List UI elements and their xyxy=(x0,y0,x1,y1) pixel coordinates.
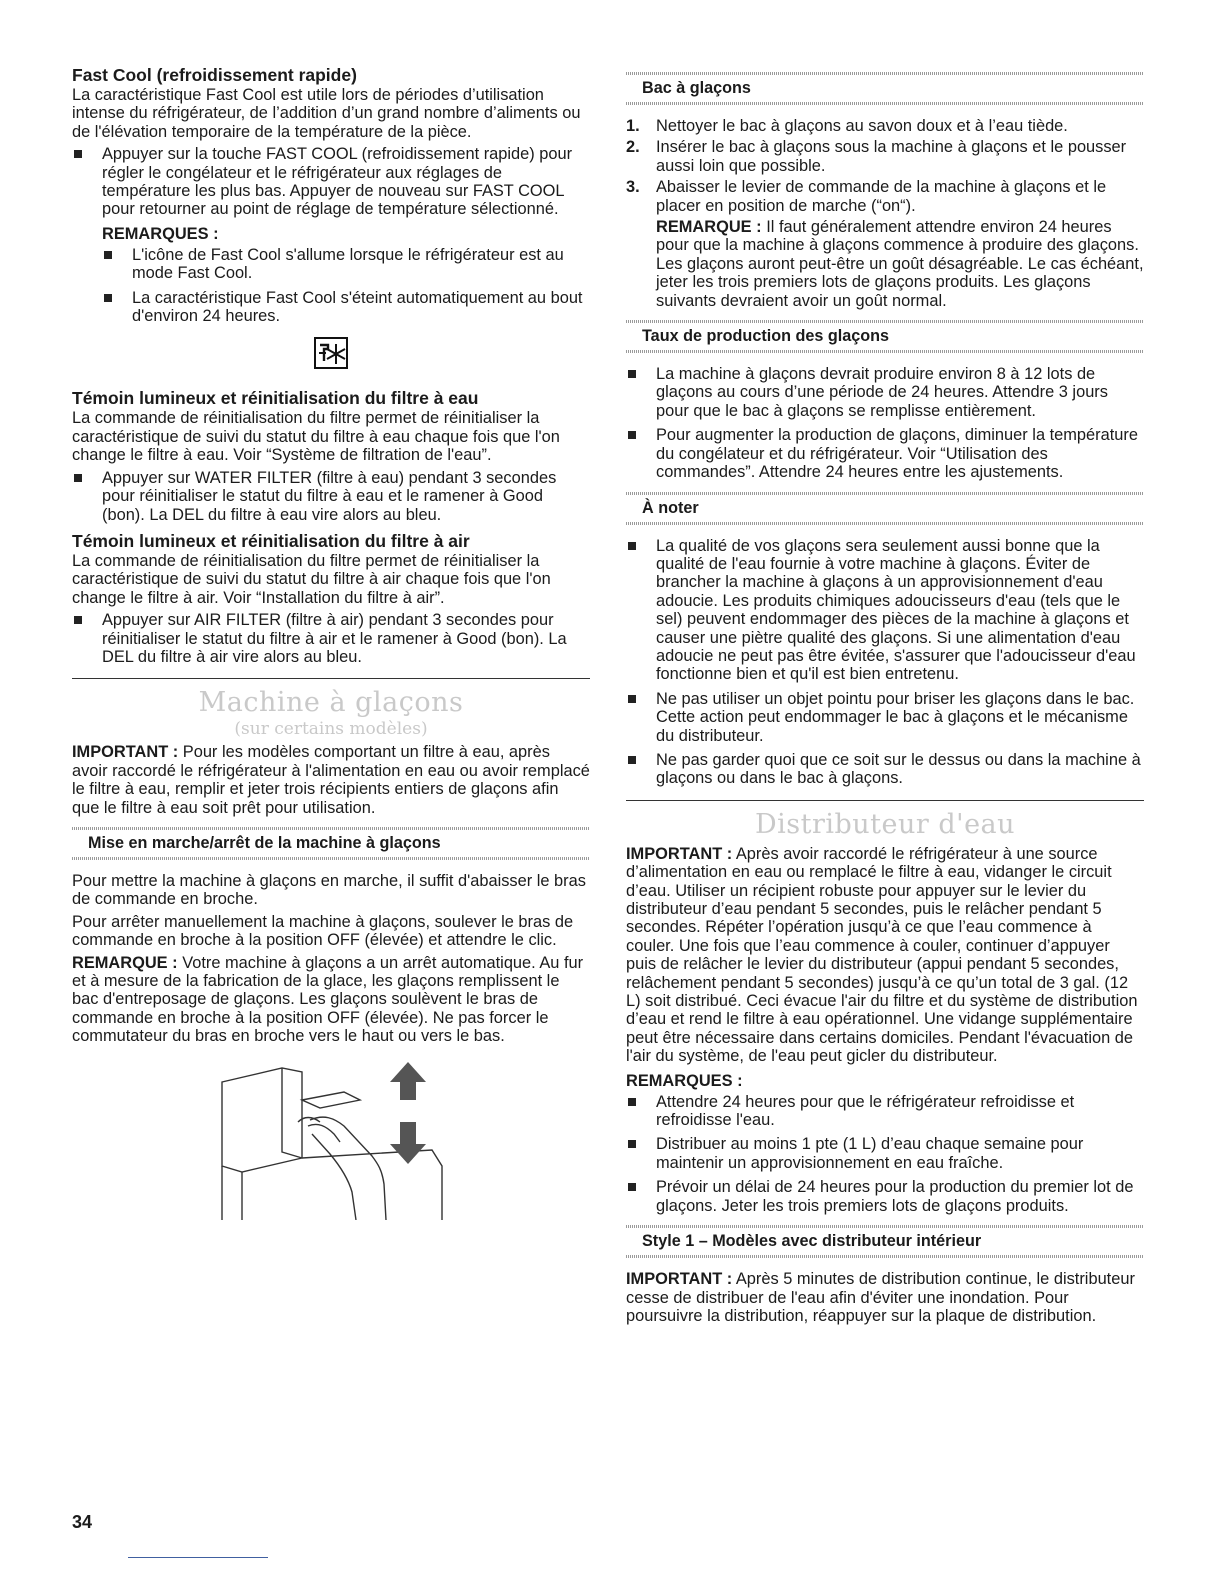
ice-maker-subtitle: (sur certains modèles) xyxy=(234,719,428,740)
up-down-arrow-icon xyxy=(390,1062,426,1164)
fast-cool-icon xyxy=(314,337,348,369)
dispenser-important xyxy=(626,845,1144,1066)
important-label: IMPORTANT : xyxy=(626,1270,733,1289)
step-number: 3. xyxy=(626,178,640,197)
ice-maker-title: Machine à glaçons xyxy=(198,687,464,719)
ice-maker-remark xyxy=(72,954,590,1046)
air-filter-bullet: Appuyer sur AIR FILTER (filtre à air) pendant 3 secondes pour réinitialiser le statut du filtre à air et le ramener à Good (bon). La DEL du filtre à air vire alors au bleu. xyxy=(72,611,590,666)
section-divider xyxy=(626,800,1144,801)
dispenser-remarks-title: REMARQUES : xyxy=(626,1071,743,1090)
ice-maker-important xyxy=(72,743,590,817)
ice-maker-drawing xyxy=(72,1060,590,1220)
water-dispenser-title: Distributeur d'eau xyxy=(754,808,1016,840)
note-bullet-2: Ne pas utiliser un objet pointu pour briser les glaçons dans le bac. Cette action peut endommager le bac à glaçons et le mécanisme du distributeur. xyxy=(626,690,1144,745)
dispenser-remark-2: Distribuer au moins 1 pte (1 L) d’eau chaque semaine pour maintenir un approvisionnement en eau fraîche. xyxy=(626,1135,1144,1172)
ice-bin-heading: Bac à glaçons xyxy=(626,72,1144,105)
ice-maker-off-paragraph: Pour arrêter manuellement la machine à glaçons, soulever le bras de commande en broche à la position OFF (élevée) et attendre le clic. xyxy=(72,912,574,950)
important-text: Après 5 minutes de distribution continue, le distributeur cesse de distribuer de l'eau afin d'éviter une inondation. Pour poursuivre la distribution, réappuyer sur la plaque de distribution. xyxy=(626,1270,1135,1325)
remark-text: Il faut généralement attendre environ 24 heures pour que la machine à glaçons commence à produire des glaçons. Les glaçons auront peut-être un goût désagréable. Le cas échéant, jeter les trois premiers lots de glaçons produits. Les glaçons suivants devraient avoir un goût normal. xyxy=(656,218,1144,310)
step-text: Nettoyer le bac à glaçons au savon doux et à l’eau tiède. xyxy=(656,117,1068,135)
remark-text: Votre machine à glaçons a un arrêt automatique. Au fur et à mesure de la fabrication de la glace, les glaçons remplissent le bac d'entreposage de glaçons. Les glaçons soulèvent le bras de commande en broche à la position OFF (élevée). Ne pas forcer le commutateur du bras en broche vers le haut ou vers le bas. xyxy=(72,953,584,1046)
note-heading: À noter xyxy=(626,492,1144,525)
fast-cool-intro: La caractéristique Fast Cool est utile lors de périodes d’utilisation intense du réfrigérateur, de l’addition d’un grand nombre d’aliments ou de l'élévation temporaire de la température de la pièce. xyxy=(72,86,581,141)
page-number: 34 xyxy=(72,1512,93,1532)
ice-maker-on-paragraph: Pour mettre la machine à glaçons en marche, il suffit d'abaisser le bras de commande en broche. xyxy=(72,871,586,909)
fast-cool-icon-area xyxy=(72,337,590,371)
left-column xyxy=(72,64,590,1220)
remark-label: REMARQUE : xyxy=(72,953,178,972)
ice-rate-heading: Taux de production des glaçons xyxy=(626,320,1144,353)
fast-cool-remarks-title: REMARQUES : xyxy=(102,224,219,243)
ice-bin-remark xyxy=(626,218,1144,310)
step-number: 1. xyxy=(626,117,640,135)
important-text: Pour les modèles comportant un filtre à eau, après avoir raccordé le réfrigérateur à l'alimentation en eau ou avoir remplacé le filtre à eau, remplir et jeter trois récipients entiers de glaçons afin que le filtre à eau soit prêt pour utilisation. xyxy=(72,743,590,817)
style-1-important xyxy=(626,1270,1144,1325)
step-text: Insérer le bac à glaçons sous la machine à glaçons et le pousser aussi loin que possible. xyxy=(656,138,1127,175)
ice-maker-illustration xyxy=(72,1060,590,1220)
fast-cool-heading: Fast Cool (refroidissement rapide) xyxy=(72,65,357,85)
water-filter-heading: Témoin lumineux et réinitialisation du filtre à eau xyxy=(72,388,479,409)
fast-cool-bullet: Appuyer sur la touche FAST COOL (refroidissement rapide) pour régler le congélateur et le réfrigérateur aux réglages de température les plus bas. Appuyer de nouveau sur FAST COOL pour retourner au point de réglage de température sélectionné. xyxy=(72,145,590,219)
dispenser-remark-1: Attendre 24 heures pour que le réfrigérateur refroidisse et refroidisse l'eau. xyxy=(626,1093,1144,1130)
step-text: Abaisser le levier de commande de la machine à glaçons et le placer en position de marche (“on“). xyxy=(656,178,1107,215)
section-divider xyxy=(72,678,590,679)
important-label: IMPORTANT : xyxy=(72,743,179,762)
fast-cool-remark-2: La caractéristique Fast Cool s'éteint automatiquement au bout d'environ 24 heures. xyxy=(102,289,590,326)
footer-line xyxy=(128,1557,268,1558)
ice-rate-bullet-2: Pour augmenter la production de glaçons, diminuer la température du congélateur et du réfrigérateur. Voir “Utilisation des commandes”. Attendre 24 heures entre les ajustements. xyxy=(626,426,1144,481)
important-label: IMPORTANT : xyxy=(626,844,733,863)
ice-maker-onoff-heading: Mise en marche/arrêt de la machine à glaçons xyxy=(72,827,590,860)
air-filter-intro: La commande de réinitialisation du filtre permet de réinitialiser la caractéristique de suivi du statut du filtre à air chaque fois que l'on change le filtre à air. Voir “Installation du filtre à air”. xyxy=(72,551,551,607)
step-number: 2. xyxy=(626,138,640,157)
dispenser-remark-3: Prévoir un délai de 24 heures pour la production du premier lot de glaçons. Jeter les trois premiers lots de glaçons produits. xyxy=(626,1178,1144,1215)
ice-rate-bullet-1: La machine à glaçons devrait produire environ 8 à 12 lots de glaçons au cours d’une période de 24 heures. Attendre 3 jours pour que le bac à glaçons se remplisse entièrement. xyxy=(626,365,1144,420)
ice-bin-step xyxy=(626,178,1144,215)
style-1-heading: Style 1 – Modèles avec distributeur intérieur xyxy=(626,1225,1144,1258)
water-filter-bullet: Appuyer sur WATER FILTER (filtre à eau) pendant 3 secondes pour réinitialiser le statut du filtre à eau et le ramener à Good (bon). La DEL du filtre à eau vire alors au bleu. xyxy=(72,469,590,524)
note-bullet-1: La qualité de vos glaçons sera seulement aussi bonne que la qualité de l'eau fournie à votre machine à glaçons. Éviter de brancher la machine à glaçons à un approvisionnement d'eau adoucie. Les produits chimiques adoucisseurs d'eau (tels que le sel) peuvent endommager des pièces de la machine à glaçons et causer une piètre qualité des glaçons. Si une alimentation d'eau adoucie ne peut pas être évitée, s'assurer que l'adoucisseur d'eau fonctionne bien et qu'il est bien entretenu. xyxy=(626,537,1144,684)
air-filter-heading: Témoin lumineux et réinitialisation du filtre à air xyxy=(72,530,470,551)
important-text: Après avoir raccordé le réfrigérateur à une source d’alimentation en eau ou remplacé le filtre à eau, vidanger le circuit d’eau. Utiliser un récipient robuste pour appuyer sur le levier du distributeur d’eau pendant 5 secondes, puis le relâcher pendant 5 secondes. Répéter l’opération jusqu’à ce que l’eau commence à couler. Une fois que l’eau commence à couler, continuer d’appuyer puis de relâcher le levier du distributeur (appui pendant 5 secondes, relâchement pendant 5 secondes) jusqu’à ce qu’un total de 3 gal. (12 L) soit distribué. Ceci évacue l'air du filtre et du système de distribution d’eau et rend le filtre à eau opérationnel. Une vidange supplémentaire peut être nécessaire dans certains domiciles. Pendant l'évacuation de l'air du système, de l'eau peut gicler du distributeur. xyxy=(626,844,1138,1066)
water-filter-intro: La commande de réinitialisation du filtre permet de réinitialiser la caractéristique de suivi du statut du filtre à eau chaque fois que l'on change le filtre à eau. Voir “Système de filtration de l'eau”. xyxy=(72,409,560,465)
fast-cool-remark-1: L'icône de Fast Cool s'allume lorsque le réfrigérateur est au mode Fast Cool. xyxy=(102,246,590,283)
remark-label: REMARQUE : xyxy=(656,218,762,237)
right-column xyxy=(626,72,1144,1329)
note-bullet-3: Ne pas garder quoi que ce soit sur le dessus ou dans la machine à glaçons ou dans le bac à glaçons. xyxy=(626,751,1144,788)
ice-bin-step xyxy=(626,117,1144,135)
ice-bin-step xyxy=(626,138,1144,175)
